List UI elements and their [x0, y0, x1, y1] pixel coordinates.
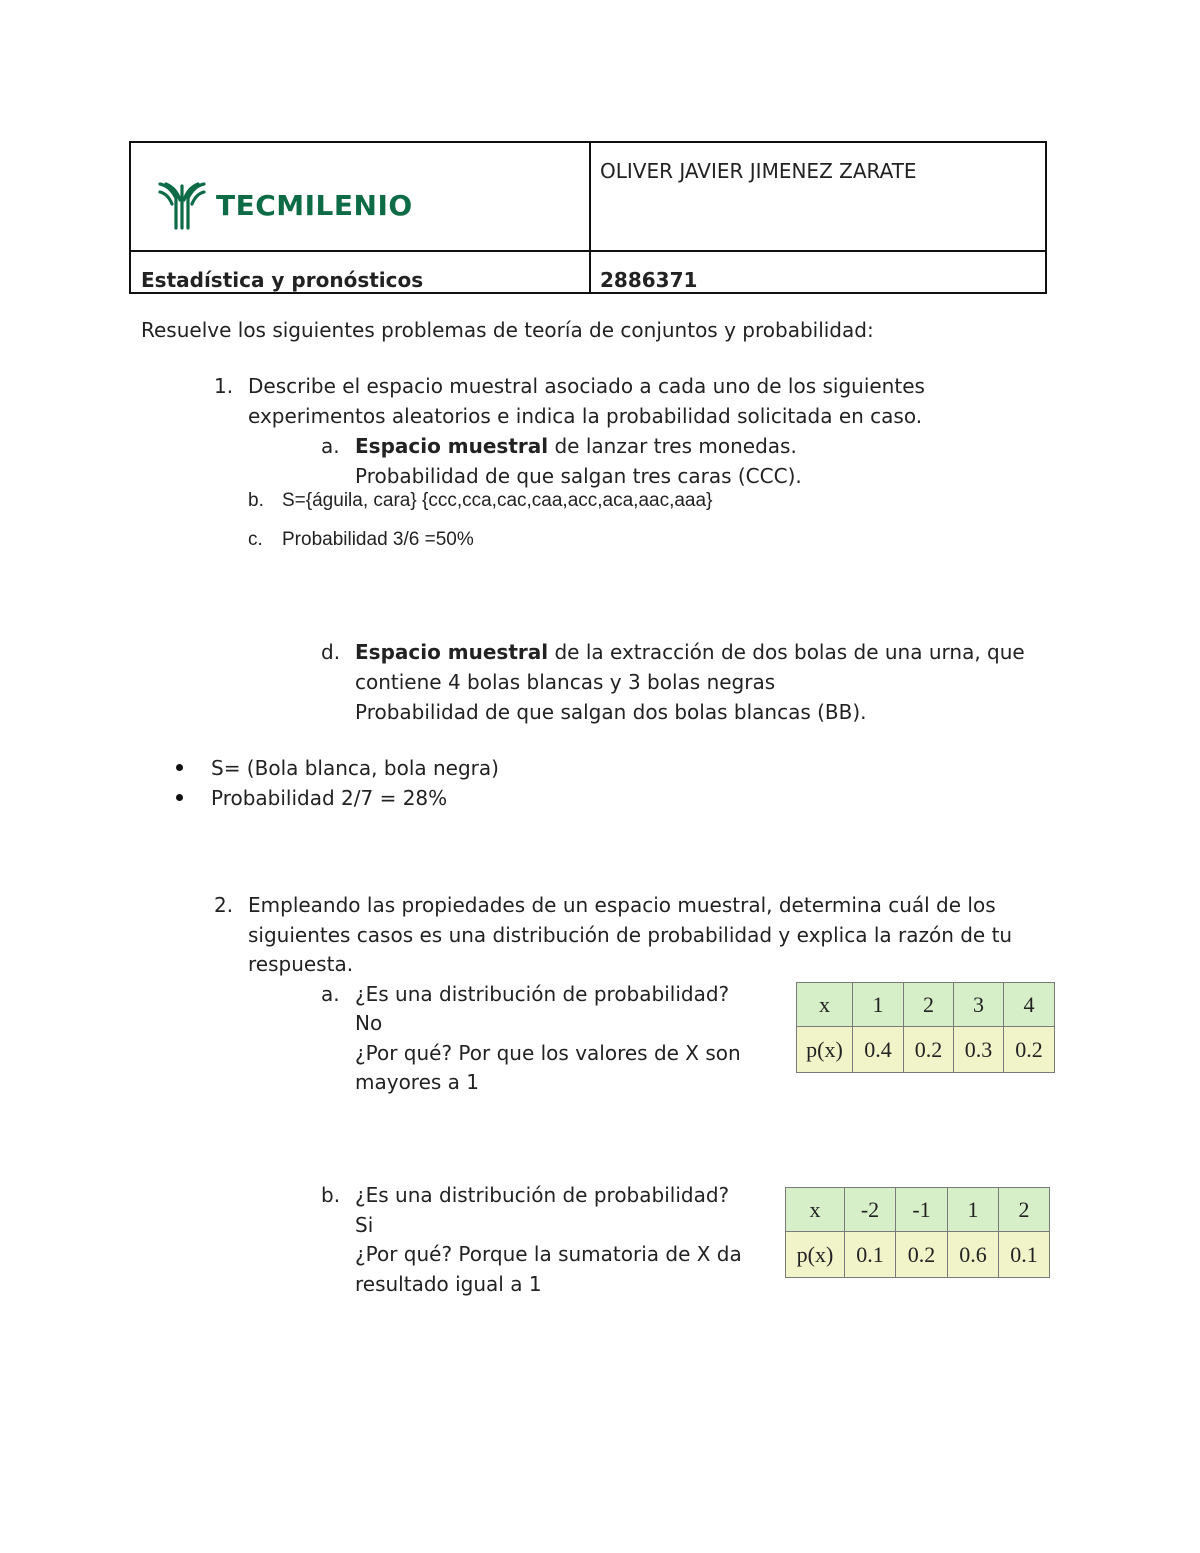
header-divider-horizontal — [131, 250, 1045, 252]
table-cell: p(x) — [786, 1232, 845, 1278]
student-name: OLIVER JAVIER JIMENEZ ZARATE — [600, 159, 917, 183]
bullet-icon — [176, 764, 183, 771]
q2b-question: ¿Es una distribución de probabilidad? — [355, 1183, 730, 1207]
table-cell: -2 — [845, 1188, 896, 1232]
q1b-marker: b. — [248, 490, 264, 511]
q1d-line2: contiene 4 bolas blancas y 3 bolas negras — [355, 670, 776, 694]
q2-line1: Empleando las propiedades de un espacio muestral, determina cuál de los — [248, 893, 996, 917]
table-cell: 0.1 — [845, 1232, 896, 1278]
table-row — [786, 1188, 1050, 1232]
q1-line2: experimentos aleatorios e indica la probabilidad solicitada en caso. — [248, 404, 923, 428]
course-name: Estadística y pronósticos — [141, 268, 424, 292]
table-cell: p(x) — [797, 1027, 853, 1073]
q2a-answer: No — [355, 1011, 383, 1035]
q2b-answer: Si — [355, 1213, 374, 1237]
q2-line3: respuesta. — [248, 952, 354, 976]
table-cell: 2 — [904, 983, 954, 1027]
probability-table-b — [785, 1187, 1050, 1278]
table-cell: 0.1 — [999, 1232, 1050, 1278]
table-cell: x — [797, 983, 853, 1027]
q1c-marker: c. — [248, 529, 263, 550]
student-id: 2886371 — [600, 268, 698, 292]
table-cell: 1 — [948, 1188, 999, 1232]
q2-number: 2. — [214, 893, 234, 917]
q2b-why1: ¿Por qué? Porque la sumatoria de X da — [355, 1242, 742, 1266]
table-cell: 0.2 — [1004, 1027, 1055, 1073]
q1-line1: Describe el espacio muestral asociado a cada uno de los siguientes — [248, 374, 925, 398]
table-cell: 4 — [1004, 983, 1055, 1027]
table-cell: x — [786, 1188, 845, 1232]
probability-table-a — [796, 982, 1055, 1073]
q1b-text: S={águila, cara} {ccc,cca,cac,caa,acc,aca,aac,aaa} — [282, 490, 713, 511]
q1-bullet-1: S= (Bola blanca, bola negra) — [211, 756, 499, 780]
table-cell: 0.3 — [954, 1027, 1004, 1073]
table-row — [797, 1027, 1055, 1073]
table-cell: 2 — [999, 1188, 1050, 1232]
q1-number: 1. — [214, 374, 234, 398]
table-cell: 1 — [853, 983, 904, 1027]
q1d-marker: d. — [321, 640, 341, 664]
bullet-icon — [176, 794, 183, 801]
intro-text: Resuelve los siguientes problemas de teoría de conjuntos y probabilidad: — [141, 318, 874, 342]
q2-line2: siguientes casos es una distribución de probabilidad y explica la razón de tu — [248, 923, 1013, 947]
q1a-marker: a. — [321, 434, 340, 458]
q2a-question: ¿Es una distribución de probabilidad? — [355, 982, 730, 1006]
q2b-why2: resultado igual a 1 — [355, 1272, 542, 1296]
q1a-line1 — [355, 431, 797, 461]
tecmilenio-logo-icon — [158, 180, 206, 230]
table-cell: 3 — [954, 983, 1004, 1027]
q2a-why1: ¿Por qué? Por que los valores de X son — [355, 1041, 741, 1065]
table-row — [797, 983, 1055, 1027]
q1a-line2: Probabilidad de que salgan tres caras (CCC). — [355, 464, 802, 488]
q1c-text: Probabilidad 3/6 =50% — [282, 529, 474, 550]
header-divider-vertical — [589, 143, 591, 292]
table-cell: 0.2 — [904, 1027, 954, 1073]
table-cell: 0.6 — [948, 1232, 999, 1278]
q1d-line1 — [355, 637, 1025, 667]
q2a-why2: mayores a 1 — [355, 1070, 480, 1094]
table-cell: 0.2 — [896, 1232, 948, 1278]
q1a-rest: de lanzar tres monedas. — [548, 434, 797, 458]
logo-text: TECMILENIO — [216, 188, 413, 222]
table-row — [786, 1232, 1050, 1278]
q1a-bold: Espacio muestral — [355, 434, 549, 458]
q1d-line3: Probabilidad de que salgan dos bolas blancas (BB). — [355, 700, 867, 724]
table-cell: 0.4 — [853, 1027, 904, 1073]
q1d-bold: Espacio muestral — [355, 640, 549, 664]
tecmilenio-logo — [158, 180, 413, 230]
q1d-rest: de la extracción de dos bolas de una urna, que — [548, 640, 1025, 664]
q2b-marker: b. — [321, 1183, 341, 1207]
table-cell: -1 — [896, 1188, 948, 1232]
q1-bullet-2: Probabilidad 2/7 = 28% — [211, 786, 448, 810]
q2a-marker: a. — [321, 982, 340, 1006]
